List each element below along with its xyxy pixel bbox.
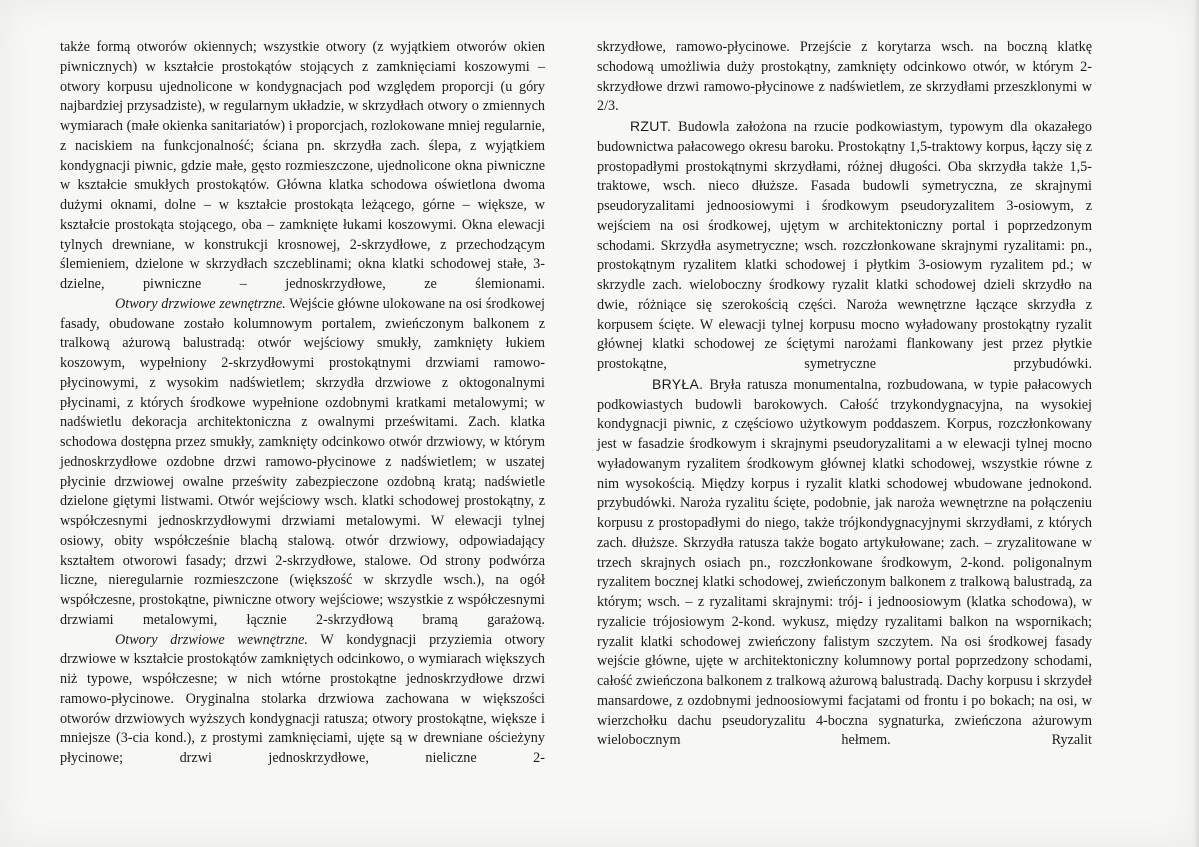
right-paragraph-3-body: Bryła ratusza monumentalna, rozbudowana, w typie pałacowych podkowiastych budowli barokowych. Całość trzykondygnacyjna, na wysokiej kondygnacji piwnic, z częściowo użytkowym poddaszem. Korpus, rozczłonkowany jest w fasadzie środkowym i skrajnymi pseudoryzalitami a w elewacji tylnej mocno wyładowanym ryzalitem środkowym głównej klatki schodowej, wszystkie równe z nim wysokością. Między korpus i ryzalit klatki schodowej wbudowane jednokond. przybudówki. Naroża ryzalitu ścięte, podobnie, jak naroża wewnętrzne na połączeniu korpusu z prostopadłymi do niego, także trójkondygnacyjnymi skrzydłami, z których zach. dłuższe. Skrzydła ratusza także bogato artykułowane; zach. – zryzalitowane w trzech skrajnych osiach pn., rozczłonkowane środkowym, 2-kond. poligonalnym ryzalitem bocznej klatki schodowej, zwieńczonym balkonem z tralkową balustradą, za którym; wsch. – z ryzalitami skrajnymi: trój- i jednoosiowym (klatka schodowa), w ryzalicie trójosiowym 2-kond. wykusz, między ryzalitami balkon na wspornikach; ryzalit klatki schodowej zwieńczony falistym szczytem. Na osi środkowej fasady wejście główne, ujęte w architektoniczny kolumnowy portal poprzedzony schodami, całość zwieńczona balkonem z tralkową ażurową balustradą. Dachy korpusu i skrzydeł mansardowe, z ozdobnymi jednoosiowymi facjatami od frontu i po bokach; na osi, w wierzchołku dachu pseudoryzalitu 4-boczna sygnaturka, zwieńczona ażurowym wielobocznym hełmem. Ryzalit xyxy=(597,376,1092,749)
right-paragraph-2 xyxy=(597,117,1092,375)
left-paragraph-2-heading: Otwory drzwiowe zewnętrzne. xyxy=(115,295,286,312)
right-paragraph-3 xyxy=(597,375,1092,751)
right-paragraph-1: skrzydłowe, ramowo-płycinowe. Przejście z korytarza wsch. na boczną klatkę schodową umożliwia duży prostokątny, zamknięty odcinkowo otwór, w którym 2-skrzydłowe drzwi ramowo-płycinowe z nadświetlem, ze skrzydłami przeszklonymi w 2/3. xyxy=(597,39,1092,115)
left-paragraph-3-heading: Otwory drzwiowe wewnętrzne. xyxy=(115,631,308,648)
page-edge-shadow xyxy=(1193,0,1199,847)
right-paragraph-2-heading: RZUT. xyxy=(630,118,672,134)
left-paragraph-2 xyxy=(60,295,545,631)
left-paragraph-1: także formą otworów okiennych; wszystkie otwory (z wyjątkiem otworów okien piwnicznych) w kształcie prostokątów stojących z zamknięciami koszowymi – otwory korpusu ujednolicone w kondygnacjach pod względem proporcji (u góry najbardziej przysadziste), w regularnym układzie, w skrzydłach otwory o zmiennych wymiarach (małe okienka sanitariatów) i proporcjach, rozlokowane mniej regularnie, z naciskiem na funkcjonalność; ściana pn. skrzydła zach. ślepa, z wyjątkiem kondygnacji piwnic, gdzie małe, gęsto rozmieszczone, ujednolicone okna piwniczne w kształcie smukłych prostokątów. Główna klatka schodowa oświetlona dwoma dużymi oknami, dolne – w kształcie prostokąta leżącego, górne – większe, w kształcie prostokąta stojącego, oba – zamknięte łukami koszowymi. Okna elewacji tylnych drewniane, w konstrukcji krosnowej, 2-skrzydłowe, z przechodzącym ślemieniem, dzielone w skrzydłach szczeblinami; okna klatki schodowej stałe, 3-dzielne, piwniczne – jednoskrzydłowe, ze ślemionami. xyxy=(60,39,545,292)
left-paragraph-3 xyxy=(60,631,545,769)
left-paragraph-3-body: W kondygnacji przyziemia otwory drzwiowe w kształcie prostokątów zamkniętych odcinkowo, o wymiarach większych niż typowe, współczesne; w nich wtórne prostokątne jednoskrzydłowe drzwi ramowo-płycinowe. Oryginalna stolarka drzwiowa zachowana w większości otworów drzwiowych wyższych kondygnacji ratusza; otwory prostokątne, większe i mniejsze (3-cia kond.), z prostymi zamknięciami, ujęte są w drewniane ościeżyny płycinowe; drzwi jednoskrzydłowe, nieliczne 2- xyxy=(60,631,545,766)
right-paragraph-2-body: Budowla założona na rzucie podkowiastym, typowym dla okazałego budownictwa pałacowego okresu baroku. Prostokątny 1,5-traktowy korpus, łączy się z prostopadłymi prostokątnymi skrzydłami, różnej długości. Oba skrzydła także 1,5-traktowe, wsch. nieco dłuższe. Fasada budowli symetryczna, ze skrajnymi pseudoryzalitami jednoosiowymi i środkowym pseudoryzalitem 3-osiowym, z wejściem na osi środkowej, ujętym w architektoniczny portal i poprzedzonym schodami. Skrzydła asymetryczne; wsch. rozczłonkowane skrajnymi ryzalitami: pn., prostokątnym ryzalitem klatki schodowej i płytkim 3-osiowym ryzalitem pd.; w skrzydle zach. wieloboczny środkowy ryzalit klatki schodowej dzieli skrzydło na dwie, różniące się szerokością części. Naroża wewnętrzne łączące skrzydła z korpusem ścięte. W elewacji tylnej korpusu mocno wyładowany prostokątny ryzalit głównej klatki schodowej ze ściętymi narożami flankowany jest przez płytkie prostokątne, symetryczne przybudówki. xyxy=(597,119,1092,372)
right-text-column xyxy=(597,38,1092,751)
left-paragraph-2-body: Wejście główne ulokowane na osi środkowej fasady, obudowane zostało kolumnowym portalem, zwieńczonym balkonem z tralkową ażurową balustradą: otwór wejściowy smukły, zamknięty łukiem koszowym, wypełniony 2-skrzydłowymi prostokątnymi drzwiami ramowo-płycinowymi, z wysokim nadświetlem; skrzydła drzwiowe z oktogonalnymi płycinami, z których środkowe wypełnione ozdobnymi kratkami metalowymi; w nadświetlu dekoracja architektoniczna z owalnymi prześwitami. Zach. klatka schodowa dostępna przez smukły, zamknięty odcinkowo otwór drzwiowy, w którym jednoskrzydłowe ozdobne drzwi ramowo-płycinowe z nadświetlem; w uszatej płycinie drzwiowej owalne prześwity zabezpieczone ozdobną kratą; nadświetle dzielone giętymi listwami. Otwór wejściowy wsch. klatki schodowej prostokątny, z współczesnymi jednoskrzydłowymi drzwiami metalowymi. W elewacji tylnej osiowy, obity współcześnie blachą stalową. otwór drzwiowy, odpowiadający kształtem otworowi fasady; drzwi 2-skrzydłowe, stalowe. Od strony podwórza liczne, nieregularnie rozmieszczone (większość w skrzydle wsch.), na ogół współczesne, prostokątne, piwniczne otwory wejściowe; wszystkie z współczesnymi drzwiami metalowymi, łącznie 2-skrzydłową bramą garażową. xyxy=(60,295,545,628)
left-text-column xyxy=(60,38,545,769)
right-paragraph-3-heading: BRYŁA. xyxy=(652,375,704,392)
